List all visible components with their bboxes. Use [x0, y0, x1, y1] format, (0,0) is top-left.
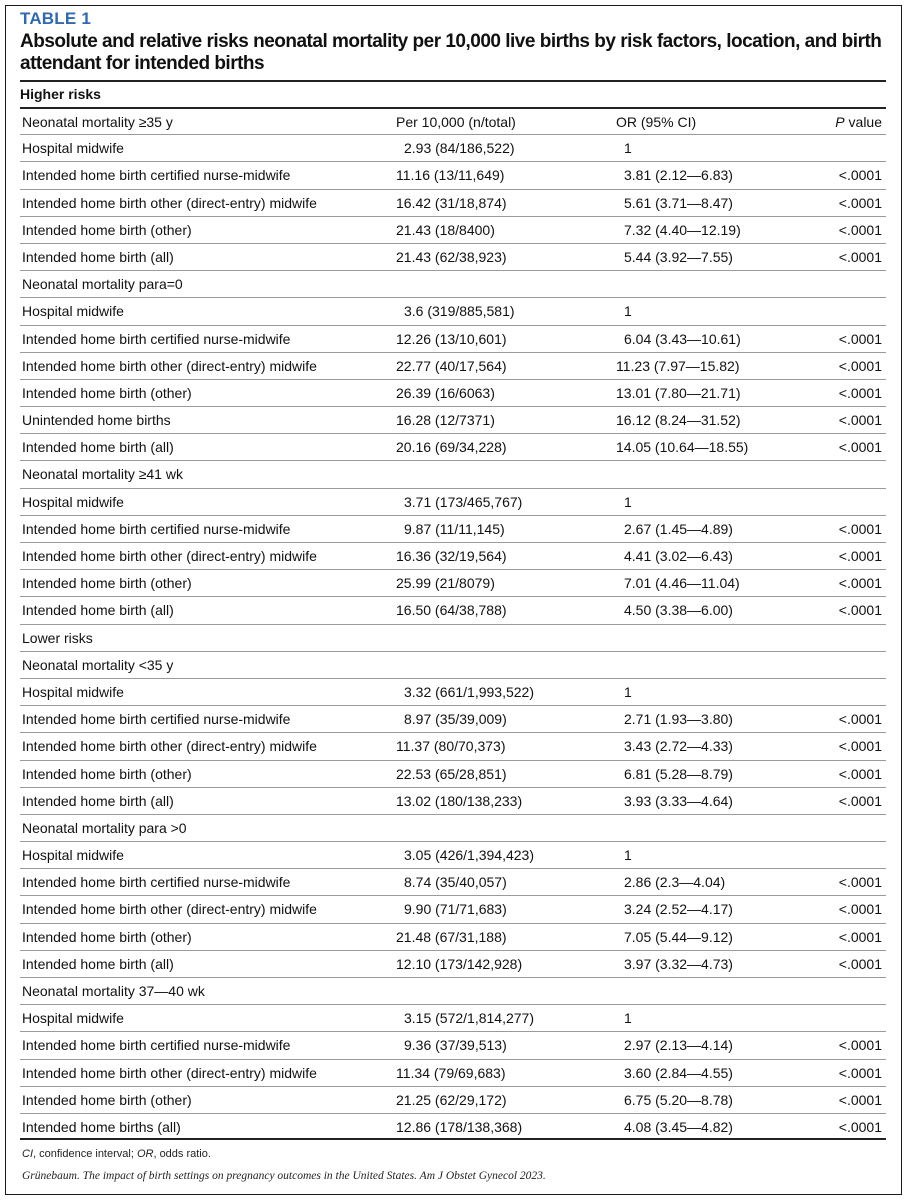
row-label: Intended home birth (other)	[22, 1091, 192, 1108]
table-row	[20, 923, 886, 950]
row-label: Intended home birth (other)	[22, 221, 192, 238]
row-label: Intended home birth certified nurse-midwife	[22, 874, 291, 891]
table-row	[20, 596, 886, 623]
table-group-row	[20, 460, 886, 487]
per-10000-cell: 16.28 (12/7371)	[396, 412, 495, 429]
header-per-10000: Per 10,000 (n/total)	[396, 114, 516, 130]
row-label: Hospital midwife	[22, 683, 124, 700]
per-10000-cell: 8.74 (35/40,057)	[404, 874, 507, 891]
p-value-cell: <.0001	[838, 765, 882, 782]
or-ci-cell: 5.61 (3.71—8.47)	[624, 194, 733, 211]
or-ci-cell: 4.41 (3.02—6.43)	[624, 548, 733, 564]
row-label: Intended home births (all)	[22, 1118, 181, 1135]
p-value-cell: <.0001	[838, 248, 882, 265]
table-row	[20, 732, 886, 759]
or-ci-cell: 4.50 (3.38—6.00)	[624, 602, 733, 619]
row-label: Intended home birth (other)	[22, 765, 192, 782]
table-row	[20, 1059, 886, 1086]
row-label: Intended home birth (other)	[22, 384, 192, 401]
table-row	[20, 1113, 886, 1140]
table-group-row	[20, 270, 886, 297]
or-ci-cell: 2.67 (1.45—4.89)	[624, 520, 733, 537]
per-10000-cell: 11.16 (13/11,649)	[396, 167, 505, 184]
group-label: Neonatal mortality para=0	[22, 276, 183, 293]
or-ci-cell: 3.81 (2.12—6.83)	[624, 167, 733, 184]
p-value-cell: <.0001	[838, 384, 882, 401]
or-ci-cell: 6.81 (5.28—8.79)	[624, 765, 733, 782]
per-10000-cell: 12.26 (13/10,601)	[396, 330, 507, 347]
table-row	[20, 433, 886, 460]
header-label: Neonatal mortality ≥35 y	[22, 114, 173, 130]
row-label: Intended home birth (all)	[22, 955, 174, 972]
or-ci-cell: 7.01 (4.46—11.04)	[624, 575, 740, 592]
table-label: TABLE 1	[20, 9, 91, 28]
per-10000-cell: 25.99 (21/8079)	[396, 575, 495, 592]
per-10000-cell: 21.43 (18/8400)	[396, 221, 495, 238]
row-label: Hospital midwife	[22, 493, 124, 510]
table-group-row	[20, 977, 886, 1004]
abbreviation-footnote	[22, 1148, 211, 1160]
per-10000-cell: 12.86 (178/138,368)	[396, 1118, 523, 1135]
header-p-rest: value	[844, 114, 882, 130]
source-citation: Grünebaum. The impact of birth settings on pregnancy outcomes in the United States. Am J Obstet Gynecol 2023.	[22, 1170, 546, 1182]
row-label: Intended home birth other (direct-entry) midwife	[22, 194, 317, 211]
per-10000-cell: 16.42 (31/18,874)	[396, 194, 507, 211]
section-heading-higher-risks: Higher risks	[20, 80, 886, 107]
per-10000-cell: 16.50 (64/38,788)	[396, 602, 507, 619]
per-10000-cell: 2.93 (84/186,522)	[404, 140, 515, 157]
row-label: Hospital midwife	[22, 303, 124, 320]
table-group-row	[20, 651, 886, 678]
or-ci-cell: 2.86 (2.3—4.04)	[624, 874, 726, 891]
row-label: Intended home birth certified nurse-midwife	[22, 330, 291, 347]
p-value-cell: <.0001	[838, 167, 882, 184]
group-label: Lower risks	[22, 629, 93, 646]
p-value-cell: <.0001	[838, 1118, 882, 1135]
table-row	[20, 787, 886, 814]
table-row	[20, 1004, 886, 1031]
row-label: Intended home birth certified nurse-midwife	[22, 520, 291, 537]
p-value-cell: <.0001	[838, 194, 882, 211]
row-label: Intended home birth (all)	[22, 439, 174, 456]
row-label: Intended home birth other (direct-entry) midwife	[22, 1064, 317, 1081]
row-label: Intended home birth certified nurse-midwife	[22, 167, 291, 184]
or-ci-cell: 7.05 (5.44—9.12)	[624, 928, 733, 945]
or-ci-cell: 16.12 (8.24—31.52)	[616, 412, 741, 429]
or-ci-cell: 2.71 (1.93—3.80)	[624, 711, 733, 728]
or-ci-cell: 3.24 (2.52—4.17)	[624, 901, 733, 918]
table-header-row	[20, 107, 886, 134]
or-ci-cell: 2.97 (2.13—4.14)	[624, 1037, 733, 1054]
row-label: Hospital midwife	[22, 1010, 124, 1027]
table-row	[20, 895, 886, 922]
per-10000-cell: 3.32 (661/1,993,522)	[404, 683, 534, 700]
per-10000-cell: 21.43 (62/38,923)	[396, 248, 507, 265]
or-ci-cell: 3.97 (3.32—4.73)	[624, 955, 733, 972]
table-group-row	[20, 814, 886, 841]
or-ci-cell: 11.23 (7.97—15.82)	[616, 357, 740, 374]
table-row	[20, 216, 886, 243]
table-row	[20, 1031, 886, 1058]
header-p-value	[835, 109, 882, 135]
table-group-row	[20, 624, 886, 651]
row-label: Intended home birth (all)	[22, 602, 174, 619]
p-value-cell: <.0001	[838, 901, 882, 918]
row-label: Intended home birth certified nurse-midwife	[22, 1037, 291, 1054]
table-row	[20, 950, 886, 977]
or-ci-cell: 1	[624, 683, 632, 700]
per-10000-cell: 22.77 (40/17,564)	[396, 357, 507, 374]
per-10000-cell: 9.87 (11/11,145)	[404, 520, 505, 537]
table-row	[20, 705, 886, 732]
p-value-cell: <.0001	[838, 1091, 882, 1108]
table-row	[20, 841, 886, 868]
per-10000-cell: 9.90 (71/71,683)	[404, 901, 507, 918]
table-row	[20, 488, 886, 515]
row-label: Intended home birth other (direct-entry) midwife	[22, 738, 317, 755]
table-row	[20, 297, 886, 324]
per-10000-cell: 3.6 (319/885,581)	[404, 303, 515, 320]
row-label: Intended home birth certified nurse-midwife	[22, 711, 291, 728]
table-row	[20, 243, 886, 270]
per-10000-cell: 12.10 (173/142,928)	[396, 955, 523, 972]
or-ci-cell: 6.75 (5.20—8.78)	[624, 1091, 733, 1108]
or-ci-cell: 13.01 (7.80—21.71)	[616, 384, 741, 401]
group-label: Neonatal mortality para >0	[22, 819, 187, 836]
per-10000-cell: 9.36 (37/39,513)	[404, 1037, 507, 1054]
p-value-cell: <.0001	[838, 711, 882, 728]
p-value-cell: <.0001	[838, 412, 882, 429]
row-label: Intended home birth (all)	[22, 248, 174, 265]
p-value-cell: <.0001	[838, 874, 882, 891]
p-value-cell: <.0001	[838, 548, 882, 564]
per-10000-cell: 3.15 (572/1,814,277)	[404, 1010, 534, 1027]
row-label: Hospital midwife	[22, 847, 124, 864]
p-value-cell: <.0001	[838, 955, 882, 972]
table-row	[20, 161, 886, 188]
footnote-or-text: , odds ratio.	[153, 1148, 211, 1160]
table-row	[20, 406, 886, 433]
row-label: Intended home birth (other)	[22, 928, 192, 945]
per-10000-cell: 11.37 (80/70,373)	[396, 738, 506, 755]
or-ci-cell: 5.44 (3.92—7.55)	[624, 248, 733, 265]
or-ci-cell: 1	[624, 140, 632, 157]
table-row	[20, 868, 886, 895]
per-10000-cell: 13.02 (180/138,233)	[396, 792, 523, 809]
footnote-or-abbr: OR	[136, 1148, 154, 1160]
per-10000-cell: 22.53 (65/28,851)	[396, 765, 507, 782]
row-label: Intended home birth other (direct-entry) midwife	[22, 357, 317, 374]
table-row	[20, 379, 886, 406]
footnote-ci-text: , confidence interval;	[33, 1148, 137, 1160]
or-ci-cell: 1	[624, 1010, 632, 1027]
per-10000-cell: 3.71 (173/465,767)	[404, 493, 523, 510]
data-table	[20, 107, 886, 1140]
header-or-ci: OR (95% CI)	[616, 114, 697, 130]
or-ci-cell: 1	[624, 493, 632, 510]
row-label: Intended home birth (all)	[22, 792, 174, 809]
p-value-cell: <.0001	[838, 439, 882, 456]
or-ci-cell: 3.43 (2.72—4.33)	[624, 738, 733, 755]
table-row	[20, 760, 886, 787]
or-ci-cell: 6.04 (3.43—10.61)	[624, 330, 741, 347]
or-ci-cell: 4.08 (3.45—4.82)	[624, 1118, 733, 1135]
table-row	[20, 515, 886, 542]
group-label: Neonatal mortality 37—40 wk	[22, 983, 205, 999]
table-row	[20, 134, 886, 161]
per-10000-cell: 3.05 (426/1,394,423)	[404, 847, 534, 864]
p-value-cell: <.0001	[838, 221, 882, 238]
p-value-cell: <.0001	[838, 1064, 882, 1081]
or-ci-cell: 1	[624, 847, 632, 864]
table-row	[20, 1086, 886, 1113]
row-label: Intended home birth other (direct-entry) midwife	[22, 901, 317, 918]
p-value-cell: <.0001	[838, 738, 882, 755]
table-row	[20, 352, 886, 379]
footnote-ci-abbr: CI	[22, 1148, 33, 1160]
or-ci-cell: 7.32 (4.40—12.19)	[624, 221, 741, 238]
p-value-cell: <.0001	[838, 1037, 882, 1054]
table-row	[20, 678, 886, 705]
p-value-cell: <.0001	[838, 602, 882, 619]
p-value-cell: <.0001	[838, 357, 882, 374]
table-title: Absolute and relative risks neonatal mortality per 10,000 live births by risk factors, location, and birth attendant for intended births	[20, 31, 882, 74]
table-row	[20, 189, 886, 216]
or-ci-cell: 3.93 (3.33—4.64)	[624, 792, 733, 809]
per-10000-cell: 21.25 (62/29,172)	[396, 1091, 507, 1108]
group-label: Neonatal mortality <35 y	[22, 656, 174, 673]
or-ci-cell: 14.05 (10.64—18.55)	[616, 439, 749, 456]
table-row	[20, 569, 886, 596]
p-value-cell: <.0001	[838, 928, 882, 945]
table-row	[20, 325, 886, 352]
row-label: Intended home birth (other)	[22, 575, 192, 592]
or-ci-cell: 3.60 (2.84—4.55)	[624, 1064, 733, 1081]
per-10000-cell: 26.39 (16/6063)	[396, 384, 495, 401]
p-value-cell: <.0001	[838, 792, 882, 809]
group-label: Neonatal mortality ≥41 wk	[22, 466, 183, 483]
per-10000-cell: 11.34 (79/69,683)	[396, 1064, 506, 1081]
per-10000-cell: 21.48 (67/31,188)	[396, 928, 507, 945]
per-10000-cell: 16.36 (32/19,564)	[396, 548, 507, 564]
row-label: Hospital midwife	[22, 140, 124, 157]
per-10000-cell: 20.16 (69/34,228)	[396, 439, 507, 456]
p-value-cell: <.0001	[838, 520, 882, 537]
header-p-italic: P	[835, 114, 845, 130]
row-label: Unintended home births	[22, 412, 171, 429]
table-row	[20, 542, 886, 569]
or-ci-cell: 1	[624, 303, 632, 320]
per-10000-cell: 8.97 (35/39,009)	[404, 711, 507, 728]
p-value-cell: <.0001	[838, 575, 882, 592]
row-label: Intended home birth other (direct-entry) midwife	[22, 548, 317, 564]
p-value-cell: <.0001	[838, 330, 882, 347]
